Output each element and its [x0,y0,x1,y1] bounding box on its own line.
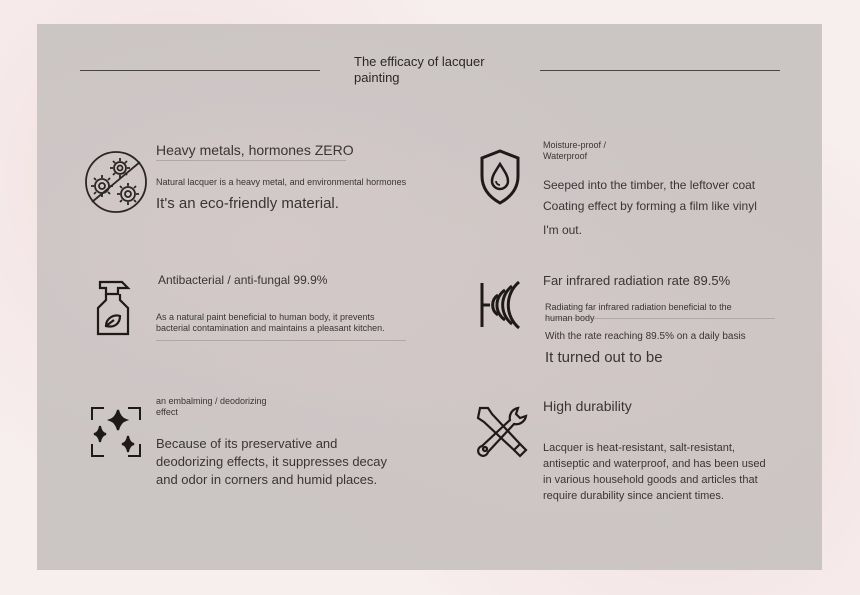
moisture-line-3: I'm out. [543,223,582,237]
title-rule-right [540,70,780,71]
durability-heading: High durability [543,398,632,414]
page-title: The efficacy of lacquer painting [354,54,485,85]
durability-body: Lacquer is heat-resistant, salt-resistant, antiseptic and waterproof, and has been used in various household goods and articles that require durability since ancient times. [543,442,766,502]
divider [156,340,406,341]
infrared-note: Radiating far infrared radiation beneficial to the human body [545,302,732,323]
heavy-metals-detail: It's an eco-friendly material. [156,195,339,212]
divider [156,160,346,161]
heavy-metals-heading: Heavy metals, hormones ZERO [156,142,354,158]
radiation-waves-icon [478,280,528,330]
sparkle-frame-icon [90,406,142,458]
divider [545,318,775,319]
moisture-heading: Moisture-proof / Waterproof [543,140,607,161]
gears-icon [84,150,148,214]
shield-drop-icon [478,148,522,206]
tools-icon [474,404,528,458]
moisture-line-1: Seeped into the timber, the leftover coat [543,178,756,192]
infrared-line-3: It turned out to be [545,349,663,366]
moisture-line-2: Coating effect by forming a film like vinyl [543,199,757,213]
embalming-heading: an embalming / deodorizing effect [156,396,267,417]
embalming-body: Because of its preservative and deodorizing effects, it suppresses decay and odor in corners and humid places. [156,436,388,487]
infrared-heading: Far infrared radiation rate 89.5% [543,273,731,288]
antibacterial-note: As a natural paint beneficial to human body, it prevents bacterial contamination and maintains a pleasant kitchen. [156,312,385,333]
heavy-metals-note: Natural lacquer is a heavy metal, and environmental hormones [156,177,407,187]
antibacterial-heading: Antibacterial / anti-fungal 99.9% [158,273,328,287]
title-rule-left [80,70,320,71]
infrared-line-2: With the rate reaching 89.5% on a daily basis [545,331,746,342]
spray-bottle-icon [92,278,134,338]
